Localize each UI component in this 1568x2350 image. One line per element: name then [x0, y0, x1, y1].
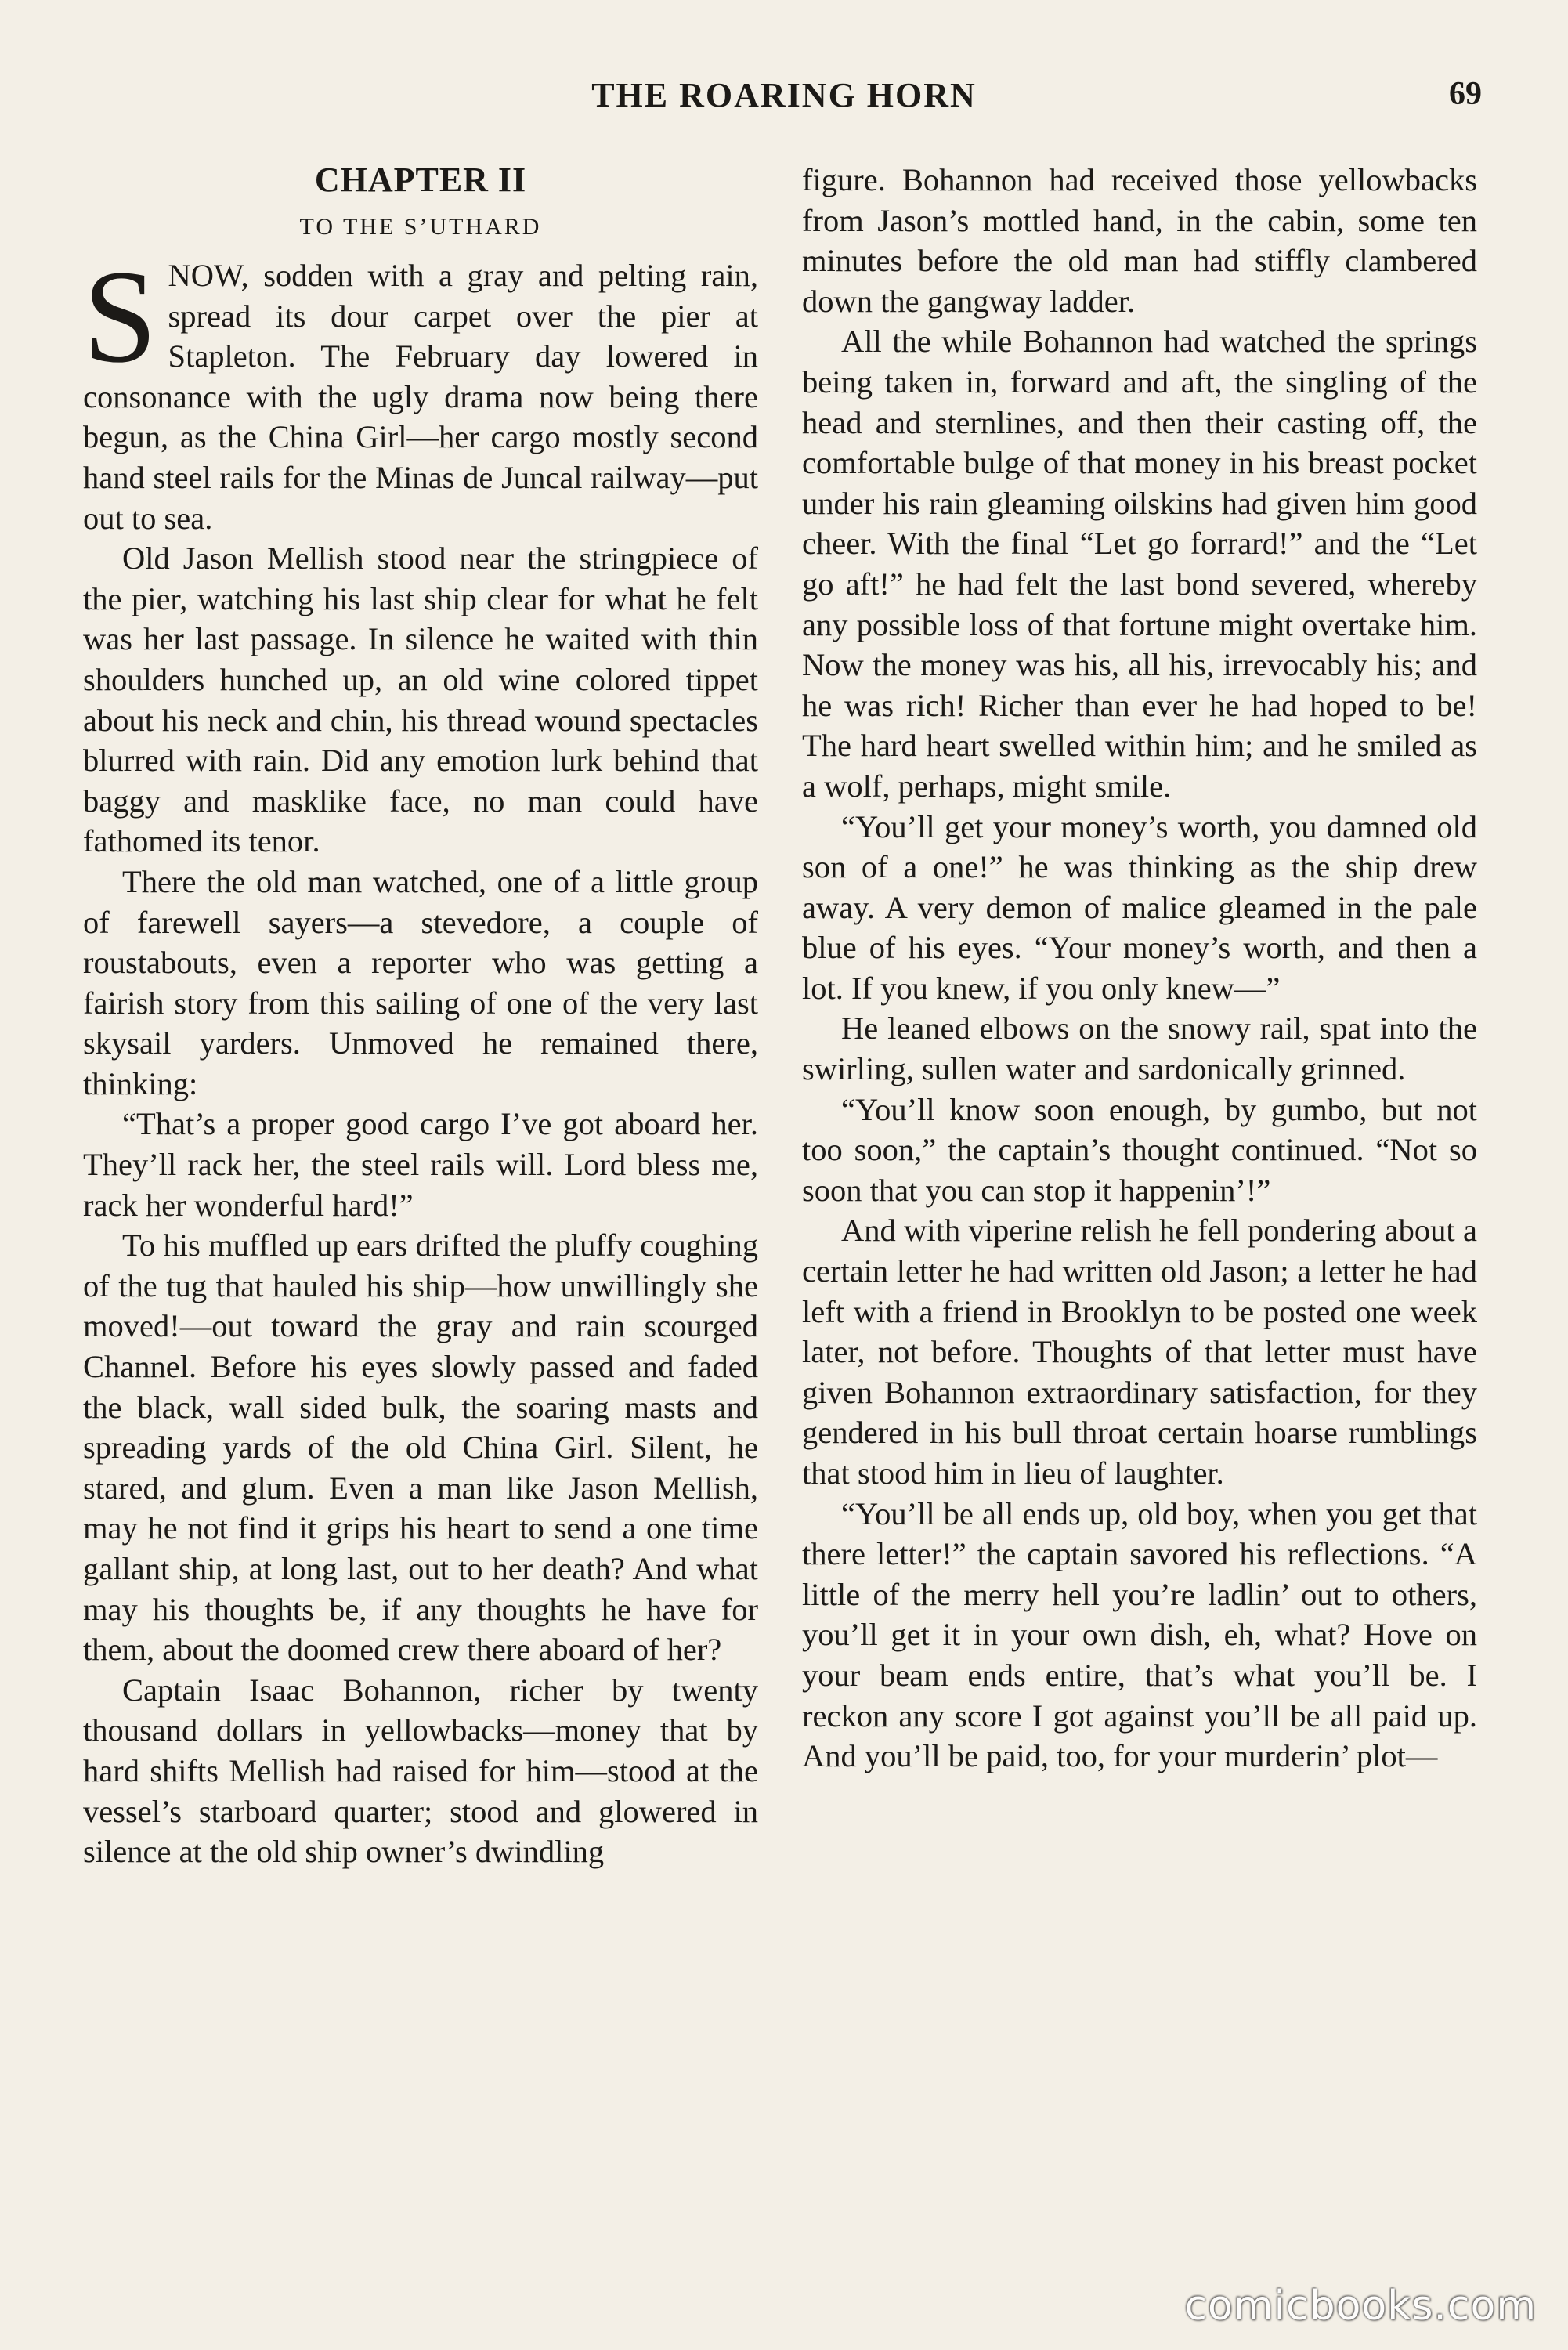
chapter-title: CHAPTER II: [314, 161, 527, 199]
paragraph: “You’ll be all ends up, old boy, when you get that there letter!” the captain savored his reflections. “A little of the merry hell you’re ladlin’ out to others, you’ll get it in your own dish, eh, what? Hove on your beam ends entire, that’s what you’ll be. I reckon any score I got against you’ll be all paid up. And you’ll be paid, too, for your murderin’ plot—: [802, 1495, 1477, 1774]
paragraph: Old Jason Mellish stood near the stringpiece of the pier, watching his last ship clear for what he felt was her last passage. In silence he waited with thin shoulders hunched up, an old wine colored tippet about his neck and chin, his thread wound spectacles blurred with rain. Did any emotion lurk behind that baggy and masklike face, no man could have fathomed its tenor.: [83, 540, 758, 859]
right-column: [802, 160, 1477, 1777]
paragraph: There the old man watched, one of a little group of farewell sayers—a stevedore, a couple of roustabouts, even a reporter who was getting a fairish story from this sailing of one of the very last skysail yarders. Unmoved he remained there, thinking:: [83, 863, 758, 1101]
paragraph: Captain Isaac Bohannon, richer by twenty thousand dollars in yellowbacks—money that by hard shifts Mellish had raised for him—stood at the vessel’s starboard quarter; stood and glowered in silence at the old ship owner’s dwindling: [83, 1672, 758, 1870]
chapter-subtitle: TO THE S’UTHARD: [299, 214, 542, 240]
watermark: comicbooks.com: [1184, 2283, 1537, 2330]
paragraph: “You’ll get your money’s worth, you damned old son of a one!” he was thinking as the ship drew away. A very demon of malice gleamed in the pale blue of his eyes. “Your money’s worth, and then a lot. If you knew, if you only knew—”: [802, 808, 1477, 1006]
paragraph: To his muffled up ears drifted the pluffy coughing of the tug that hauled his ship—how unwillingly she moved!—out toward the gray and rain scourged Channel. Before his eyes slowly passed and faded the black, wall sided bulk, the soaring masts and spreading yards of the old China Girl. Silent, he stared, and glum. Even a man like Jason Mellish, may he not find it grips his heart to send a one time gallant ship, at long last, out to her death? And what may his thoughts be, if any thoughts he have for them, about the doomed crew there aboard of her?: [83, 1227, 758, 1668]
paragraph: [83, 243, 758, 538]
page-number: 69: [1449, 76, 1482, 112]
drop-cap: S: [83, 243, 157, 390]
paragraph-text: NOW, sodden with a gray and pelting rain, spread its dour carpet over the pier at Stapleton. The February day lowered in consonance with the ugly drama now being there begun, as the China Girl—her cargo mostly second hand steel rails for the Minas de Juncal railway—put out to sea.: [83, 258, 758, 536]
paragraph: And with viperine relish he fell pondering about a certain letter he had written old Jason; a letter he had left with a friend in Brooklyn to be posted one week later, not before. Thoughts of that letter must have given Bohannon extraordinary satisfaction, for they gendered in his bull throat certain hoarse rumblings that stood him in lieu of laughter.: [802, 1213, 1477, 1491]
paragraph: “That’s a proper good cargo I’ve got aboard her. They’ll rack her, the steel rails will. Lord bless me, rack her wonderful hard!”: [83, 1106, 758, 1223]
paragraph: “You’ll know soon enough, by gumbo, but not too soon,” the captain’s thought continued. “Not so soon that you can stop it happenin’!”: [802, 1091, 1477, 1208]
paragraph: All the while Bohannon had watched the springs being taken in, forward and aft, the singling of the head and sternlines, and then their casting off, the comfortable bulge of that money in his breast pocket under his rain gleaming oilskins had given him good cheer. With the final “Let go forrard!” and the “Let go aft!” he had felt the last bond severed, whereby any possible loss of that fortune might overtake him. Now the money was his, all his, irrevocably his; and he was rich! Richer than ever he had hoped to be! The hard heart swelled within him; and he smiled as a wolf, perhaps, might smile.: [802, 324, 1477, 804]
running-title: THE ROARING HORN: [591, 76, 977, 114]
running-head: [78, 75, 1490, 122]
paragraph: He leaned elbows on the snowy rail, spat into the swirling, sullen water and sardonically grinned.: [802, 1010, 1477, 1087]
paragraph: figure. Bohannon had received those yellowbacks from Jason’s mottled hand, in the cabin, some ten minutes before the old man had stiffly clambered down the gangway ladder.: [802, 162, 1477, 319]
left-column: [83, 160, 758, 1872]
